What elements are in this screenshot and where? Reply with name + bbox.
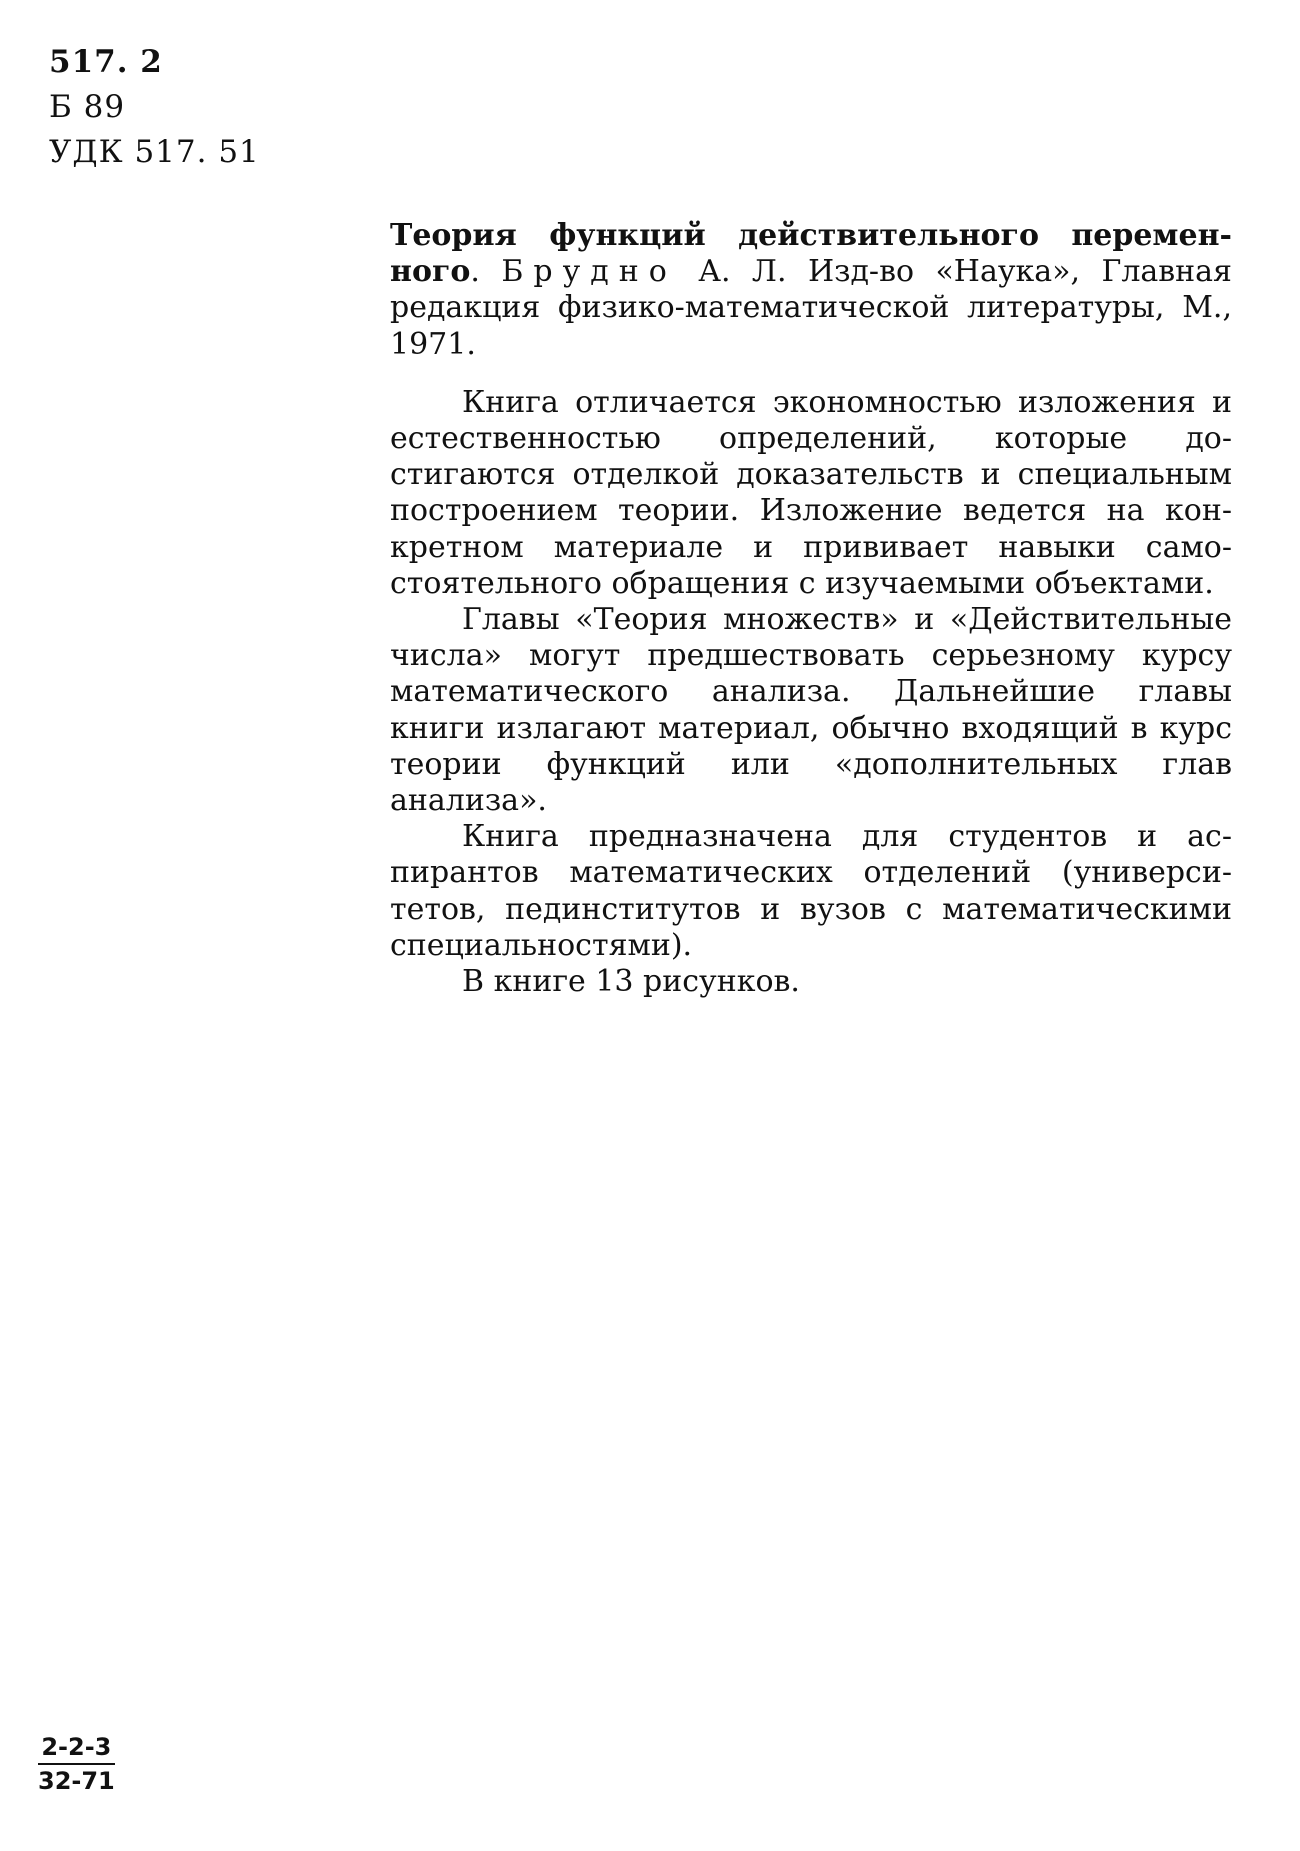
publisher-info: Изд-во «Наука», Главная редакция физико-математической литературы, М., 1971.: [390, 254, 1232, 362]
figures-note: В книге 13 рисунков.: [462, 964, 800, 1000]
annotation-paragraph: Главы «Теория множеств» и «Действительные числа» могут предшествовать серьезному курсу математического анализа. Дальнейшие главы книги излагают материал, обычно входящий в курс теории функций или «дополнительных глав анализа».: [390, 602, 1232, 819]
publication-code-denominator: 32-71: [38, 1767, 115, 1795]
annotation-paragraph: Книга отличается экономностью изложения и естественностью определений, которые достигаются отделкой доказательств и специальным построением теории. Изложение ведется на конкретном материале и прививает навыки самостоятельного обращения с изучаемыми объектами.: [390, 384, 1232, 601]
annotation-paragraph: Книга предназначена для студентов и аспирантов математических отделений (университетов, пединститутов и вузов с математическими специальностями).: [390, 819, 1232, 963]
title-end: .: [470, 254, 480, 290]
book-title: Теория функций действительного переменного: [390, 218, 1232, 290]
abstract: [390, 218, 1232, 1000]
udc-code: УДК 517. 51: [49, 134, 260, 170]
publication-code: [38, 1733, 115, 1795]
classification-block: [49, 40, 260, 175]
author-mark: Б 89: [49, 89, 126, 125]
bbk-code: 517. 2: [49, 44, 163, 80]
bibliographic-entry: [390, 218, 1232, 363]
author-initials: А. Л.: [698, 254, 787, 290]
publication-code-numerator: 2-2-3: [38, 1733, 115, 1765]
author-name: Брудно: [501, 254, 677, 290]
